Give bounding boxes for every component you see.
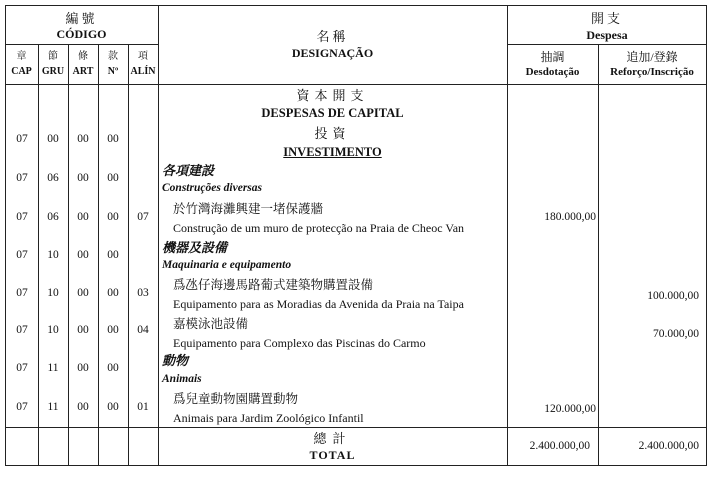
total-reforco: 2.400.000,00 (638, 440, 699, 452)
row-7-n: 00 (107, 401, 119, 413)
row-4-alin: 03 (137, 287, 149, 299)
col-alin-zh: 項 (138, 51, 148, 62)
col-gru-pt: GRU (41, 66, 65, 77)
row-3-art: 00 (77, 249, 89, 261)
name-header-pt: DESIGNAÇÃO (291, 46, 374, 60)
row-5-reforco: 70.000,00 (653, 328, 699, 340)
row-1-n: 00 (107, 172, 119, 184)
row-5-n: 00 (107, 324, 119, 336)
row-2-alin: 07 (137, 211, 149, 223)
row-4-cap: 07 (16, 287, 28, 299)
code-header-pt: CÓDIGO (56, 27, 107, 41)
row-2-n: 00 (107, 211, 119, 223)
col-art-zh: 條 (78, 51, 88, 62)
row-4-gru: 10 (47, 287, 59, 299)
rule-bottom (5, 465, 707, 466)
section-sub-pt: INVESTIMENTO (283, 145, 382, 159)
row-1-category-pt: Construções diversas (162, 182, 262, 194)
row-6-category-zh: 動物 (162, 353, 189, 368)
col-cap-pt: CAP (11, 66, 32, 77)
rule-code-name (158, 5, 159, 466)
code-header-zh: 編號 (65, 11, 98, 26)
row-4-desc-zh: 爲氹仔海邊馬路葡式建築物購置設備 (173, 278, 374, 292)
row-0-art: 00 (77, 133, 89, 145)
row-0-cap: 07 (16, 133, 28, 145)
row-5-desc-zh: 嘉模泳池設備 (173, 317, 249, 331)
row-0-gru: 00 (47, 133, 59, 145)
total-label-pt: TOTAL (309, 448, 356, 462)
row-2-cap: 07 (16, 211, 28, 223)
col-cap-zh: 章 (16, 51, 27, 62)
row-5-cap: 07 (16, 324, 28, 336)
row-5-alin: 04 (137, 324, 149, 336)
row-7-gru: 11 (47, 401, 59, 413)
expense-header-zh: 開支 (590, 11, 623, 26)
rule-gru-art (68, 44, 69, 466)
row-6-n: 00 (107, 362, 119, 374)
rule-total-top (5, 427, 707, 428)
total-desdotacao: 2.400.000,00 (529, 440, 590, 452)
col-n-zh: 款 (108, 51, 118, 62)
section-title-zh: 資本開支 (296, 88, 369, 103)
row-3-gru: 10 (47, 249, 59, 261)
section-sub-zh: 投資 (314, 126, 351, 141)
total-label-zh: 總計 (313, 431, 352, 446)
row-1-category-zh: 各項建設 (162, 163, 215, 178)
row-7-alin: 01 (137, 401, 149, 413)
name-header-zh: 名稱 (316, 29, 349, 44)
section-title-pt: DESPESAS DE CAPITAL (261, 106, 404, 120)
row-2-desc-pt: Construção de um muro de protecção na Praia de Cheoc Van (173, 221, 465, 235)
col-art-pt: ART (72, 66, 94, 77)
row-3-category-zh: 機器及設備 (162, 240, 228, 255)
row-7-art: 00 (77, 401, 89, 413)
row-2-desc-zh: 於竹灣海灘興建一堵保護牆 (173, 202, 324, 216)
rule-art-n (98, 44, 99, 466)
row-3-cap: 07 (16, 249, 28, 261)
rule-right (706, 5, 707, 466)
expense-header-pt: Despesa (586, 28, 628, 42)
rule-code-header (5, 44, 158, 45)
row-7-desdotacao: 120.000,00 (544, 403, 596, 415)
row-4-reforco: 100.000,00 (647, 290, 699, 302)
deduction-header-zh: 抽調 (540, 50, 565, 64)
col-gru-zh: 節 (48, 51, 58, 62)
row-5-desc-pt: Equipamento para Complexo das Piscinas do Carmo (173, 336, 426, 350)
col-n-pt: Nº (107, 66, 119, 77)
row-2-gru: 06 (47, 211, 59, 223)
row-0-n: 00 (107, 133, 119, 145)
rule-n-alin (128, 44, 129, 466)
row-7-desc-zh: 爲兒童動物園購置動物 (173, 392, 299, 406)
row-6-gru: 11 (47, 362, 59, 374)
row-2-art: 00 (77, 211, 89, 223)
row-6-art: 00 (77, 362, 89, 374)
rule-expense-header (507, 44, 707, 45)
row-4-desc-pt: Equipamento para as Moradias da Avenida da Praia na Taipa (173, 297, 464, 311)
row-4-art: 00 (77, 287, 89, 299)
row-7-desc-pt: Animais para Jardim Zoológico Infantil (173, 411, 364, 425)
row-6-cap: 07 (16, 362, 28, 374)
row-5-art: 00 (77, 324, 89, 336)
row-7-cap: 07 (16, 401, 28, 413)
row-3-n: 00 (107, 249, 119, 261)
deduction-header-pt: Desdotação (525, 66, 580, 78)
row-5-gru: 10 (47, 324, 59, 336)
rule-top (5, 5, 707, 6)
row-1-gru: 06 (47, 172, 59, 184)
row-1-cap: 07 (16, 172, 28, 184)
rule-cap-gru (38, 44, 39, 466)
reinforce-header-zh: 追加/登錄 (626, 50, 678, 64)
row-4-n: 00 (107, 287, 119, 299)
reinforce-header-pt: Reforço/Inscrição (610, 66, 694, 78)
col-alin-pt: ALÍN (130, 66, 156, 77)
row-6-category-pt: Animais (162, 373, 202, 385)
rule-header-bottom (5, 84, 707, 85)
rule-deduction-reinforce (598, 44, 599, 466)
row-1-art: 00 (77, 172, 89, 184)
row-3-category-pt: Maquinaria e equipamento (162, 259, 292, 271)
row-2-desdotacao: 180.000,00 (544, 211, 596, 223)
